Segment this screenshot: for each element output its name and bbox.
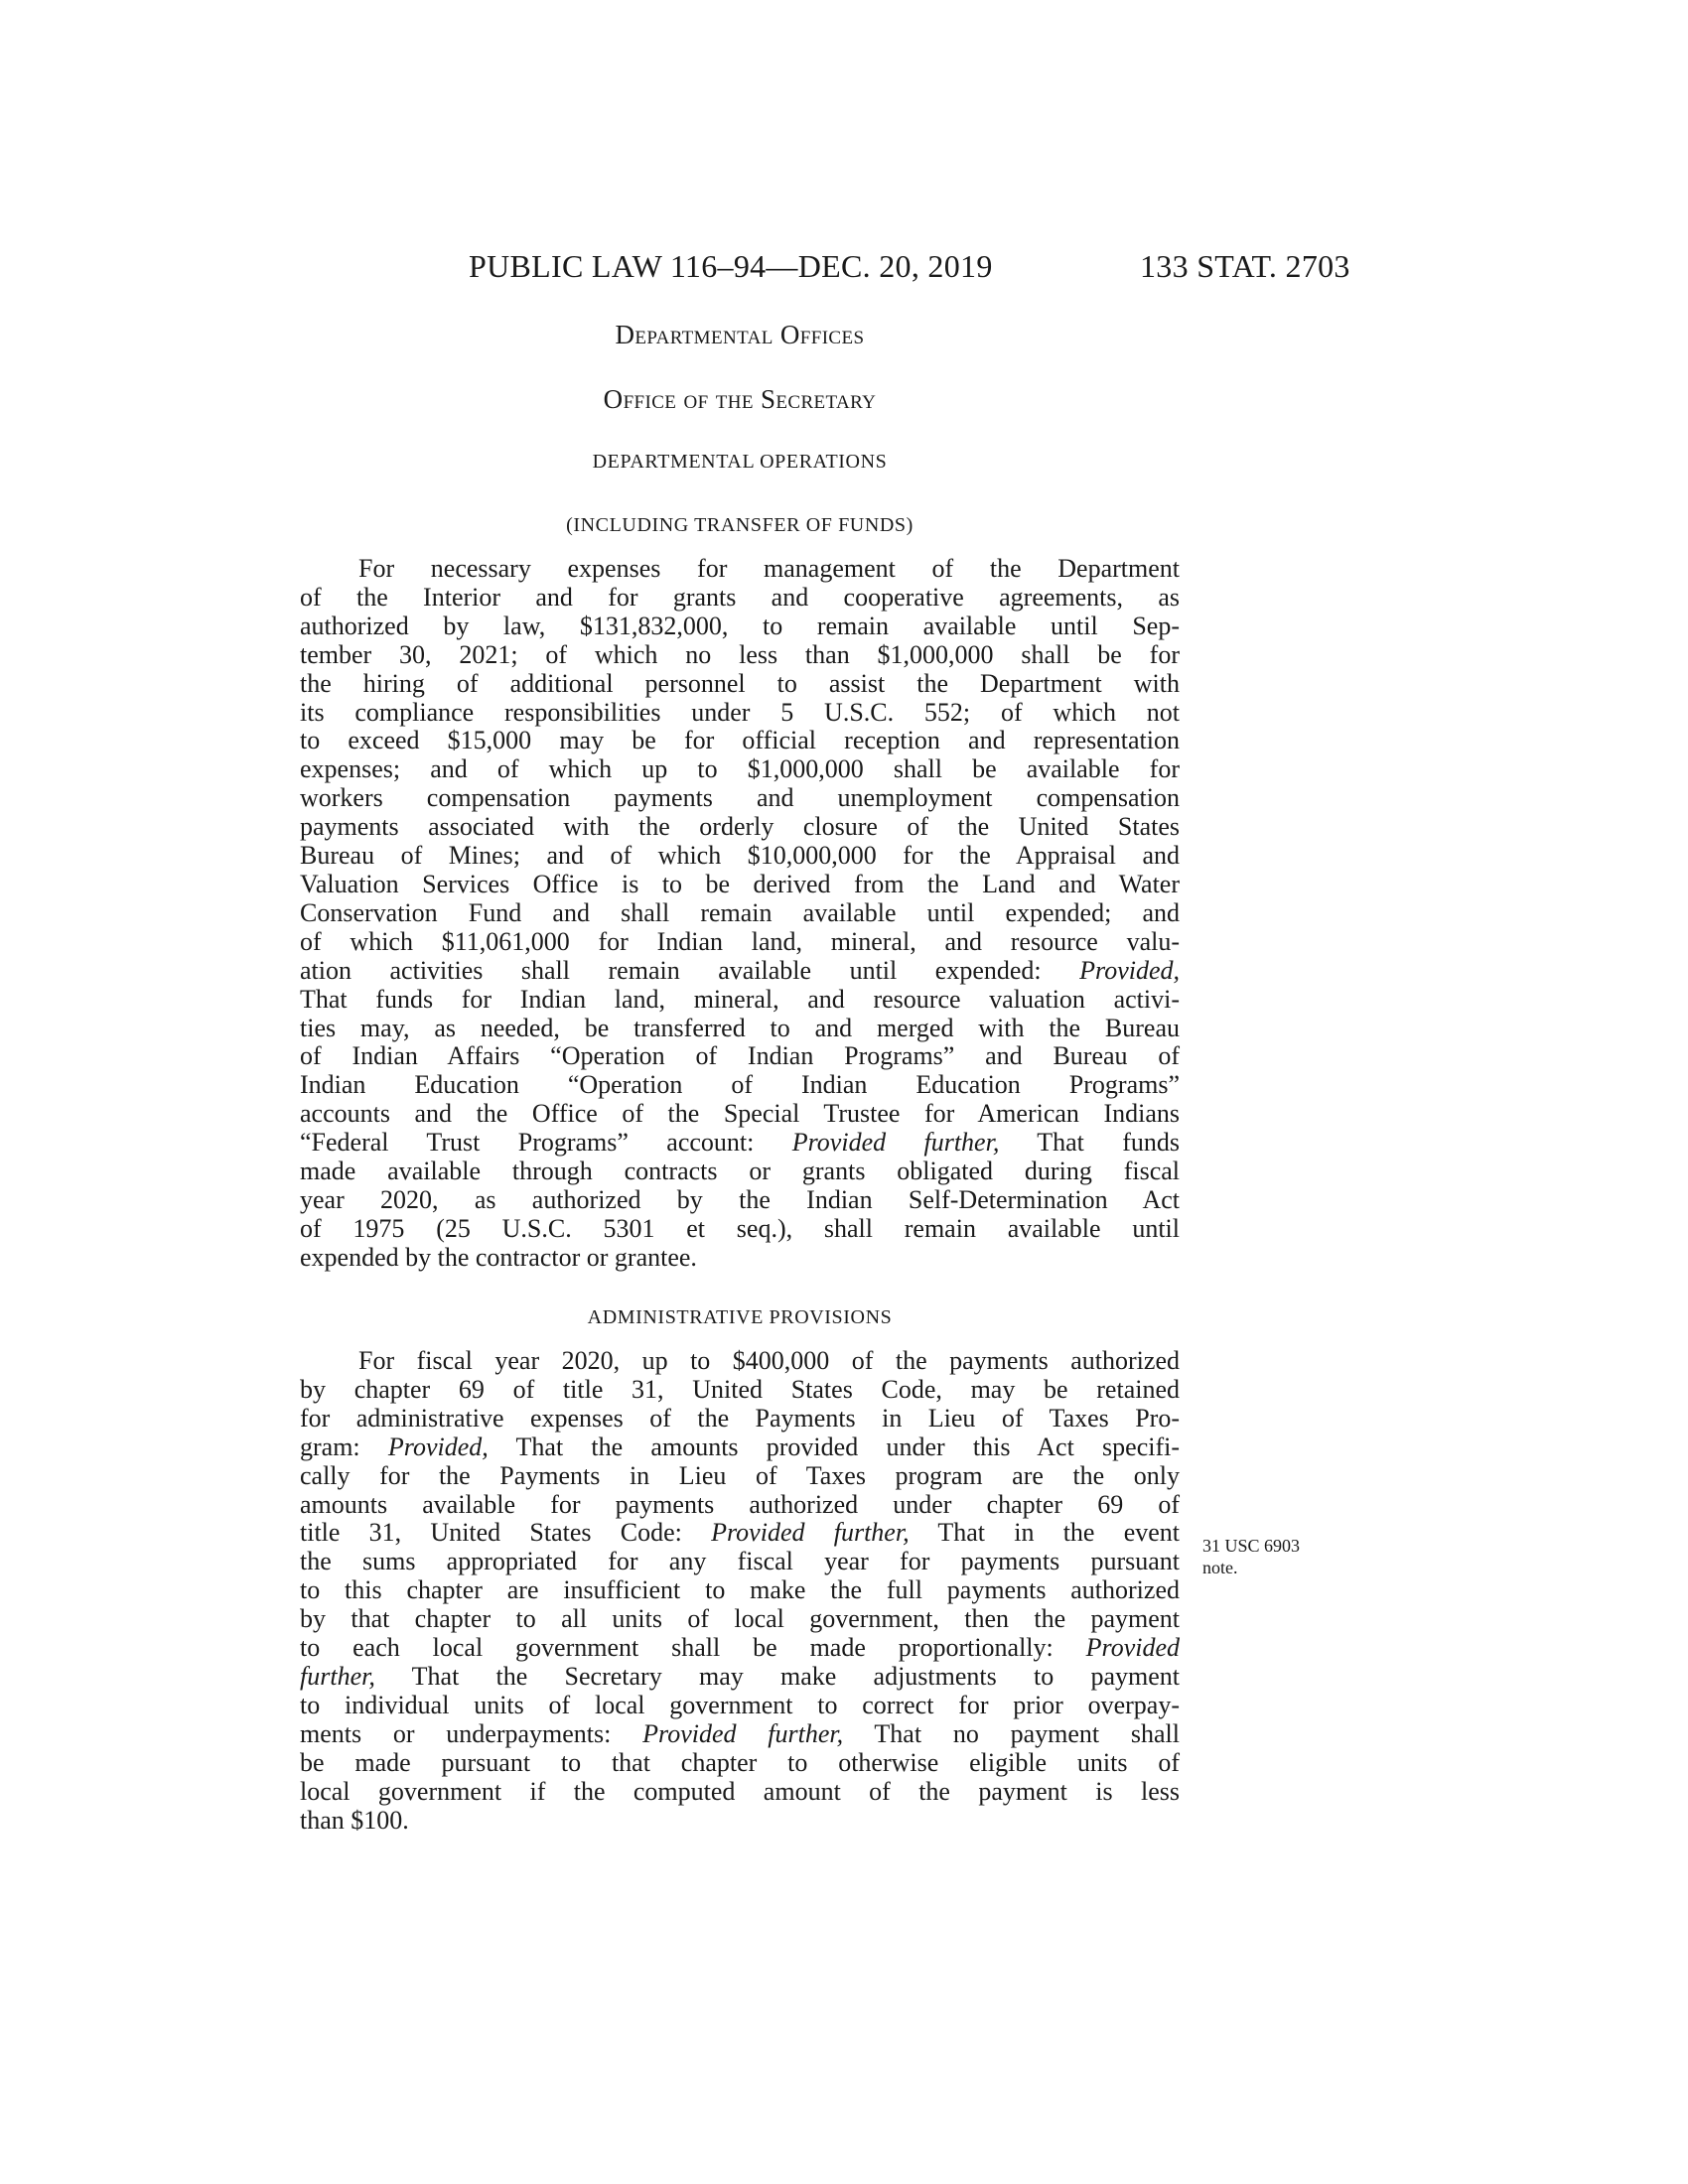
proviso-italic: further, (300, 1661, 375, 1691)
text-line: That funds for Indian land, mineral, and resource valuation activi- (300, 984, 1180, 1014)
text-line-with-proviso (300, 957, 1180, 986)
text-line: expenses; and of which up to $1,000,000 shall be available for (300, 754, 1180, 784)
proviso-italic: Provided, (387, 1432, 489, 1461)
text-segment: gram: (300, 1432, 360, 1461)
text-line: to this chapter are insufficient to make the full payments authorized (300, 1575, 1180, 1605)
text-line: expended by the contractor or grantee. (300, 1242, 697, 1272)
text-line: authorized by law, $131,832,000, to remain available until Sep- (300, 611, 1180, 640)
heading-including-transfer: (INCLUDING TRANSFER OF FUNDS) (566, 514, 914, 536)
text-line: for administrative expenses of the Payments in Lieu of Taxes Pro- (300, 1403, 1180, 1433)
text-line: be made pursuant to that chapter to otherwise eligible units of (300, 1747, 1180, 1777)
text-line: amounts available for payments authorized under chapter 69 of (300, 1489, 1180, 1519)
text-line-with-proviso (300, 1663, 1180, 1692)
text-line: workers compensation payments and unemployment compensation (300, 783, 1180, 813)
text-line: its compliance responsibilities under 5 U.S.C. 552; of which not (300, 697, 1180, 727)
text-segment: That the Secretary may make adjustments to payment (411, 1661, 1181, 1691)
proviso-italic: Provided (1085, 1633, 1181, 1663)
text-line: to individual units of local government to correct for prior overpay- (300, 1690, 1180, 1719)
text-segment: That funds (1037, 1128, 1181, 1158)
text-line: cally for the Payments in Lieu of Taxes program are the only (300, 1460, 1180, 1490)
text-line-with-proviso (300, 1129, 1180, 1158)
proviso-italic: Provided further, (642, 1718, 844, 1748)
text-line: tember 30, 2021; of which no less than $1,000,000 shall be for (300, 639, 1180, 669)
text-line: the hiring of additional personnel to assist the Department with (300, 668, 1180, 698)
text-line: Bureau of Mines; and of which $10,000,000 for the Appraisal and (300, 841, 1180, 871)
text-line: local government if the computed amount of the payment is less (300, 1776, 1180, 1806)
text-segment: That in the event (937, 1518, 1181, 1548)
text-line: of which $11,061,000 for Indian land, mineral, and resource valu- (300, 926, 1180, 956)
text-line: accounts and the Office of the Special Trustee for American Indians (300, 1099, 1180, 1129)
text-line: For fiscal year 2020, up to $400,000 of the payments authorized (358, 1346, 1180, 1375)
text-line: made available through contracts or grants obligated during fiscal (300, 1157, 1180, 1186)
text-line: Valuation Services Office is to be derived from the Land and Water (300, 869, 1180, 898)
text-line: of the Interior and for grants and cooperative agreements, as (300, 582, 1180, 612)
text-line: payments associated with the orderly closure of the United States (300, 812, 1180, 842)
text-line: by that chapter to all units of local government, then the payment (300, 1604, 1180, 1634)
heading-office-of-secretary: Office of the Secretary (603, 384, 877, 414)
text-line: by chapter 69 of title 31, United States Code, may be retained (300, 1374, 1180, 1404)
text-line: of Indian Affairs “Operation of Indian Programs” and Bureau of (300, 1041, 1180, 1071)
text-line: For necessary expenses for management of the Department (358, 554, 1180, 583)
margin-note-citation (1202, 1535, 1300, 1578)
paragraph-administrative-provisions (300, 1347, 1180, 1835)
text-line: to exceed $15,000 may be for official reception and representation (300, 726, 1180, 755)
proviso-italic: Provided further, (791, 1128, 1000, 1158)
text-line-with-proviso (300, 1433, 1180, 1462)
text-segment: to each local government shall be made proportionally: (300, 1633, 1054, 1663)
text-line: than $100. (300, 1805, 409, 1835)
text-segment: That the amounts provided under this Act specifi- (515, 1432, 1181, 1461)
heading-departmental-operations: DEPARTMENTAL OPERATIONS (592, 451, 888, 473)
text-line-with-proviso (300, 1720, 1180, 1749)
text-segment: ation activities shall remain available until expended: (300, 955, 1042, 985)
paragraph-departmental-operations (300, 555, 1180, 1273)
margin-note-line: 31 USC 6903 (1202, 1536, 1301, 1556)
text-line-with-proviso (300, 1519, 1180, 1548)
running-head (0, 248, 1688, 288)
proviso-italic: Provided, (1079, 955, 1181, 985)
heading-departmental-offices: Departmental Offices (615, 320, 865, 349)
text-segment: “Federal Trust Programs” account: (300, 1128, 755, 1158)
text-segment: ments or underpayments: (300, 1718, 612, 1748)
text-line-with-proviso (300, 1634, 1180, 1663)
text-line: year 2020, as authorized by the Indian Self-Determination Act (300, 1184, 1180, 1214)
proviso-italic: Provided further, (711, 1518, 910, 1548)
law-citation-header: PUBLIC LAW 116–94—DEC. 20, 2019 (469, 248, 993, 284)
text-line: Conservation Fund and shall remain available until expended; and (300, 897, 1180, 927)
heading-administrative-provisions: ADMINISTRATIVE PROVISIONS (587, 1306, 893, 1328)
text-line: of 1975 (25 U.S.C. 5301 et seq.), shall remain available until (300, 1213, 1180, 1243)
text-segment: That no payment shall (874, 1718, 1181, 1748)
stat-page-number: 133 STAT. 2703 (1140, 248, 1350, 284)
text-line: ties may, as needed, be transferred to and merged with the Bureau (300, 1013, 1180, 1042)
text-line: the sums appropriated for any fiscal year for payments pursuant (300, 1547, 1180, 1576)
text-segment: title 31, United States Code: (300, 1518, 682, 1548)
text-line: Indian Education “Operation of Indian Education Programs” (300, 1070, 1180, 1100)
margin-note-line: note. (1202, 1558, 1238, 1577)
